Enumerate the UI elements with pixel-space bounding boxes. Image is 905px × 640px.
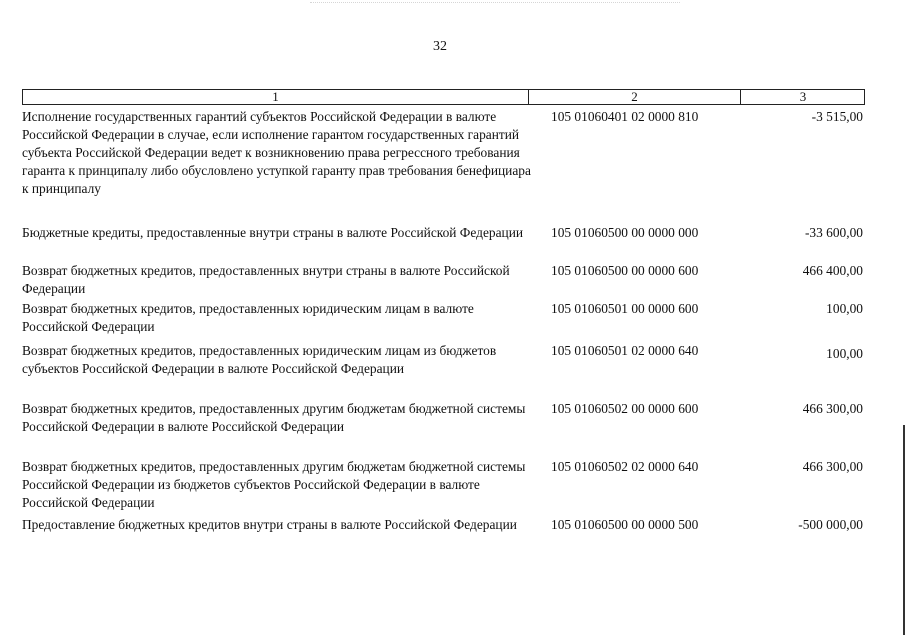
row-code: 105 01060500 00 0000 500 [551, 517, 699, 532]
page-number: 32 [433, 39, 447, 54]
row-code: 105 01060501 00 0000 600 [551, 301, 699, 316]
row-name: Бюджетные кредиты, предоставленные внутри страны в валюте Российской Федерации [22, 225, 524, 240]
row-name: Предоставление бюджетных кредитов внутри страны в валюте Российской Федерации [22, 517, 517, 532]
row-amount: -3 515,00 [811, 109, 863, 124]
row-name: Возврат бюджетных кредитов, предоставленных другим бюджетам бюджетной системы Российской Федерации в валюте Российской Федерации [22, 401, 526, 434]
row-amount: 466 300,00 [802, 459, 863, 474]
row-code: 105 01060502 00 0000 600 [551, 401, 699, 416]
row-code: 105 01060501 02 0000 640 [551, 343, 699, 358]
header-col-2: 2 [529, 90, 741, 104]
scan-artifact [310, 2, 680, 6]
row-code: 105 01060500 00 0000 600 [551, 263, 699, 278]
row-amount: 100,00 [826, 301, 863, 316]
row-name: Возврат бюджетных кредитов, предоставленных другим бюджетам бюджетной системы Российской Федерации из бюджетов субъектов Российской Федерации в валюте Российской Федерации [22, 459, 526, 510]
row-code: 105 01060401 02 0000 810 [551, 109, 699, 124]
header-col-1: 1 [23, 90, 529, 104]
header-col-3: 3 [799, 89, 807, 104]
row-name: Возврат бюджетных кредитов, предоставленных юридическим лицам в валюте Российской Федерации [22, 301, 474, 334]
table-header [22, 89, 865, 105]
row-code: 105 01060502 02 0000 640 [551, 459, 699, 474]
row-name: Исполнение государственных гарантий субъектов Российской Федерации в валюте Российской Федерации в случае, если исполнение гарантом государственных гарантий субъекта Российской Федерации ведет к возникновению права регрессного требования гаранта к принципалу либо обусловлено уступкой гаранту прав требования бенефициара к принципалу [22, 109, 531, 196]
row-amount: -33 600,00 [804, 225, 863, 240]
row-name: Возврат бюджетных кредитов, предоставленных внутри страны в валюте Российской Федерации [22, 263, 510, 296]
row-amount: 466 400,00 [802, 263, 863, 278]
row-name: Возврат бюджетных кредитов, предоставленных юридическим лицам из бюджетов субъектов Российской Федерации в валюте Российской Федерации [22, 343, 497, 376]
row-code: 105 01060500 00 0000 000 [551, 225, 699, 240]
row-amount: 466 300,00 [802, 401, 863, 416]
row-amount: 100,00 [826, 346, 863, 361]
row-amount: -500 000,00 [798, 517, 863, 532]
